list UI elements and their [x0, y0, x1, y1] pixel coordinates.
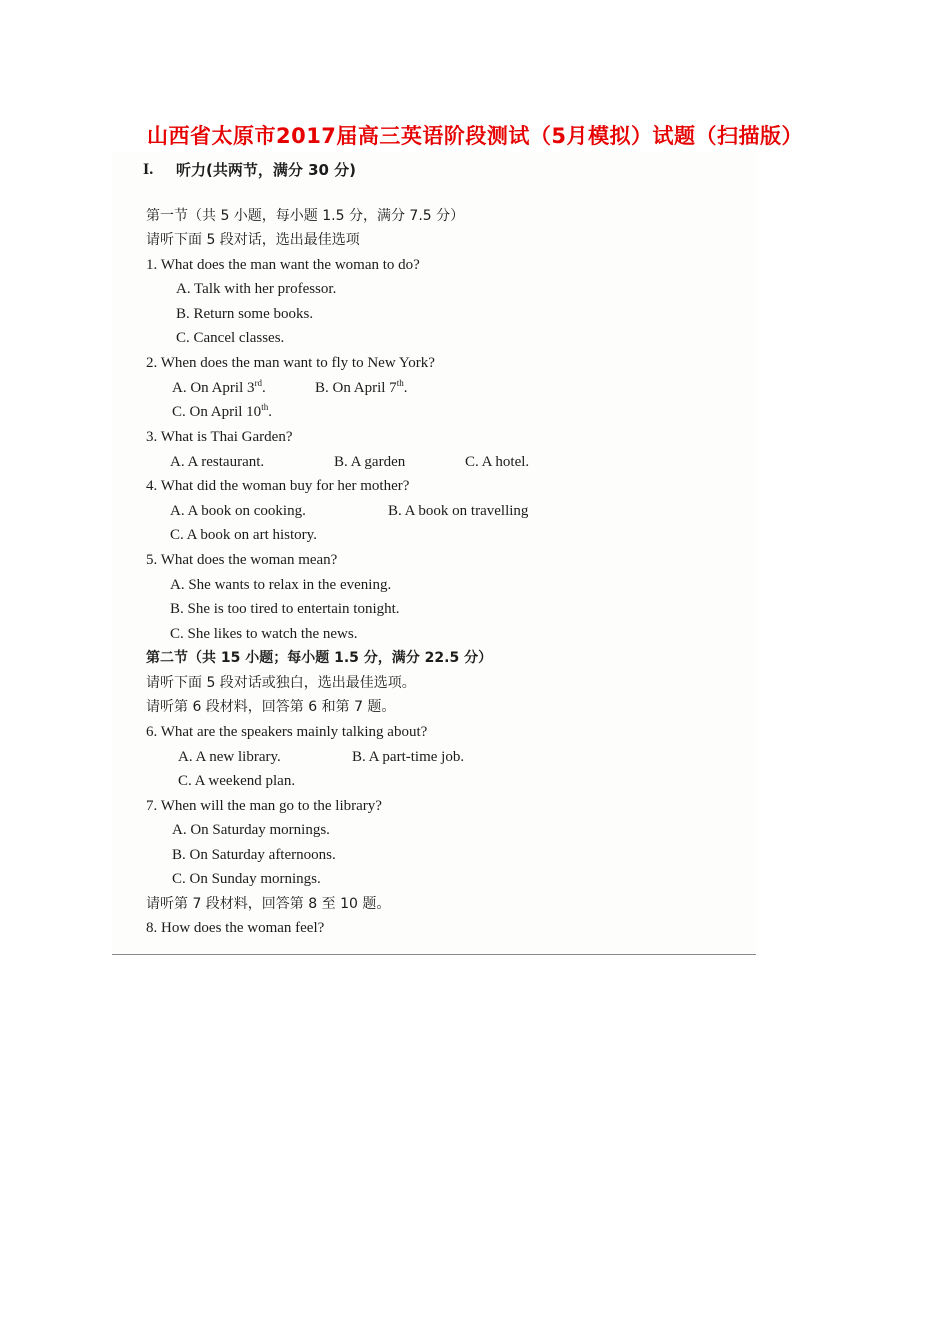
section1-instruction: 请听下面 5 段对话，选出最佳选项: [146, 232, 360, 248]
q2-option-a-text: A. On April 3: [172, 380, 255, 396]
question-3: 3. What is Thai Garden?: [146, 429, 293, 445]
part-numeral: I.: [143, 161, 154, 178]
question-5: 5. What does the woman mean?: [146, 552, 338, 568]
q1-option-c: C. Cancel classes.: [176, 330, 285, 346]
q2-option-c-text: C. On April 10: [172, 404, 262, 420]
q4-option-a: A. A book on cooking.: [170, 503, 306, 519]
question-7: 7. When will the man go to the library?: [146, 798, 382, 814]
q4-option-c: C. A book on art history.: [170, 527, 317, 543]
q3-option-b: B. A garden: [334, 454, 406, 470]
q2-option-c-period: .: [268, 404, 272, 420]
q2-option-b: [315, 378, 407, 398]
q2-option-a-period: .: [262, 380, 266, 396]
question-1: 1. What does the man want the woman to do?: [146, 257, 420, 273]
q7-option-b: B. On Saturday afternoons.: [172, 847, 336, 863]
material-7-instruction: 请听第 7 段材料，回答第 8 至 10 题。: [146, 896, 391, 912]
part-heading: 听力(共两节，满分 30 分): [176, 161, 357, 179]
q2-option-c-sup: th: [261, 402, 269, 412]
question-8: 8. How does the woman feel?: [146, 920, 325, 936]
q5-option-b: B. She is too tired to entertain tonight.: [170, 601, 400, 617]
question-6: 6. What are the speakers mainly talking about?: [146, 724, 428, 740]
document-title: 山西省太原市2017届高三英语阶段测试（5月模拟）试题（扫描版）: [146, 124, 804, 148]
q6-option-c: C. A weekend plan.: [178, 773, 296, 789]
q2-option-b-period: .: [403, 380, 408, 396]
section2-instruction: 请听下面 5 段对话或独白，选出最佳选项。: [146, 675, 416, 691]
q2-option-c: [172, 402, 272, 422]
q3-option-a: A. A restaurant.: [170, 454, 265, 470]
section2-heading: 第二节（共 15 小题；每小题 1.5 分，满分 22.5 分）: [146, 650, 493, 666]
q2-option-a-sup: rd: [254, 378, 262, 388]
q2-option-b-sup: th: [396, 378, 404, 388]
scan-bottom-edge: [112, 954, 756, 955]
q5-option-a: A. She wants to relax in the evening.: [170, 577, 392, 593]
question-2: 2. When does the man want to fly to New York?: [146, 355, 435, 371]
q7-option-a: A. On Saturday mornings.: [172, 822, 330, 838]
q2-option-a: [172, 378, 266, 398]
section1-heading: 第一节（共 5 小题，每小题 1.5 分，满分 7.5 分）: [146, 208, 465, 224]
q2-option-b-text: B. On April 7: [315, 380, 397, 396]
q6-option-b: B. A part-time job.: [352, 749, 465, 765]
q6-option-a: A. A new library.: [178, 749, 281, 765]
q1-option-b: B. Return some books.: [176, 306, 314, 322]
q1-option-a: A. Talk with her professor.: [176, 281, 337, 297]
q7-option-c: C. On Sunday mornings.: [172, 871, 321, 887]
q3-option-c: C. A hotel.: [465, 454, 530, 470]
q4-option-b: B. A book on travelling: [388, 503, 529, 519]
q5-option-c: C. She likes to watch the news.: [170, 626, 358, 642]
material-6-instruction: 请听第 6 段材料，回答第 6 和第 7 题。: [146, 699, 396, 715]
question-4: 4. What did the woman buy for her mother?: [146, 478, 410, 494]
